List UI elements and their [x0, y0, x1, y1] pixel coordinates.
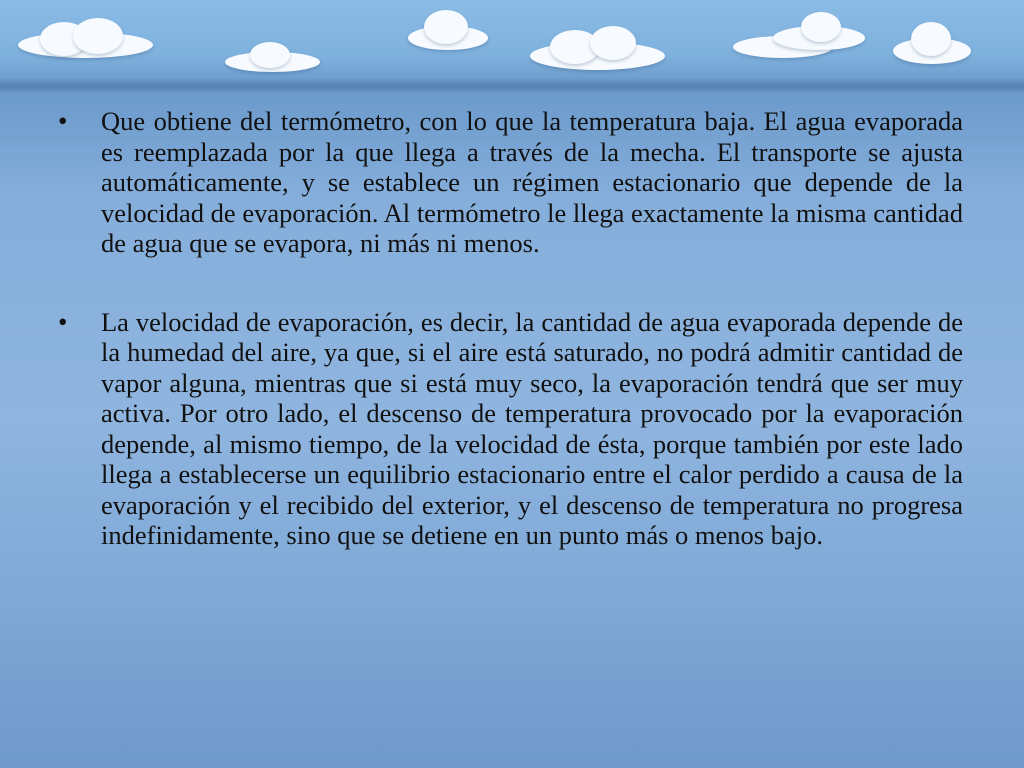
cloud-4: [530, 26, 665, 70]
bullet-text: La velocidad de evaporación, es decir, la cantidad de agua evaporada depende de la humedad del aire, ya que, si el aire está saturado, no podrá admitir cantidad de vapor alguna, mientras que si está muy seco, la evaporación tendrá que ser muy activa. Por otro lado, el descenso de temperatura provocado por la evaporación depende, al mismo tiempo, de la velocidad de ésta, porque también por este lado llega a establecerse un equilibrio estacionario entre el calor perdido a causa de la evaporación y el recibido del exterior, y el descenso de temperatura no progresa indefinidamente, sino que se detiene en un punto más o menos bajo.: [101, 306, 963, 550]
bullet-text: Que obtiene del termómetro, con lo que la temperatura baja. El agua evaporada es reemplazada por la que llega a través de la mecha. El transporte se ajusta automáticamente, y se establece un régimen estacionario que depende de la velocidad de evaporación. Al termómetro le llega exactamente la misma cantidad de agua que se evapora, ni más ni menos.: [101, 106, 963, 258]
cloud-5: [733, 12, 865, 58]
cloud-2: [225, 40, 320, 72]
bullet-item-2: [58, 307, 963, 551]
cloud-1: [18, 18, 153, 60]
bullet-marker: •: [58, 106, 68, 136]
bullet-item-1: [58, 106, 963, 259]
sky-banner: [0, 0, 1024, 90]
bullet-marker: •: [58, 306, 68, 337]
slide-content: [58, 106, 963, 599]
cloud-3: [408, 10, 488, 50]
horizon-line: [0, 78, 1024, 94]
cloud-6: [893, 22, 971, 64]
